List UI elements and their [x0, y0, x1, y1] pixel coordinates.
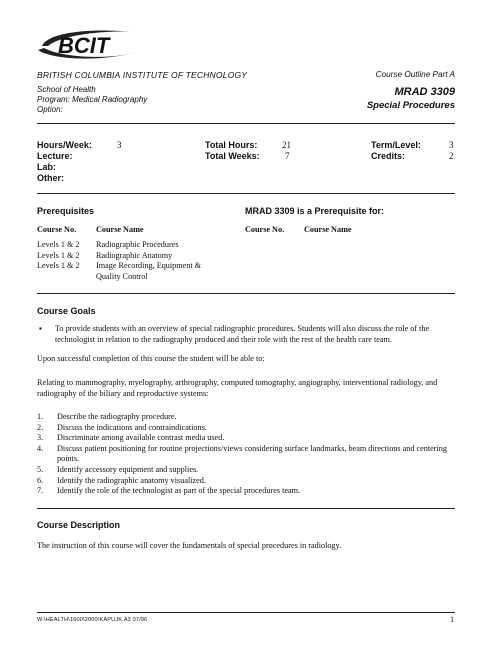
course-no-cell: Levels 1 & 2 — [37, 261, 80, 270]
total-hours-value: 21 — [282, 140, 291, 150]
table-row — [37, 261, 237, 272]
goal-bullet-block — [37, 324, 455, 345]
total-weeks-value: 7 — [285, 151, 290, 161]
prerequisite-for-heading: MRAD 3309 is a Prerequisite for: — [245, 206, 385, 216]
course-name-cell: Radiographic Anatomy — [96, 250, 173, 260]
school-name: School of Health — [37, 85, 96, 94]
list-item: 1. Describe the radiography procedure. — [37, 412, 177, 421]
lecture-label: Lecture: — [37, 151, 73, 161]
hours-right — [371, 140, 421, 162]
bullet-icon: ▪ — [39, 324, 42, 333]
divider — [37, 293, 455, 294]
table-row — [37, 251, 237, 262]
list-item: 3. Discriminate among available contrast media used. — [37, 433, 225, 443]
bcit-logo — [32, 26, 140, 66]
lab-label: Lab: — [37, 162, 56, 172]
prerequisites-table — [37, 240, 237, 282]
course-no-cell: Levels 1 & 2 — [37, 250, 80, 260]
divider — [37, 612, 455, 613]
list-item: 7. Identify the role of the technologist as part of the special procedures team. — [37, 486, 301, 496]
course-code: MRAD 3309 — [394, 86, 455, 98]
outcomes-list — [37, 412, 455, 497]
hours-week-value: 3 — [117, 140, 122, 150]
page-number: 1 — [450, 615, 455, 624]
list-item: 5. Identify accessory equipment and supplies. — [37, 464, 199, 474]
prereq-for-course-no-header: Course No. — [245, 225, 285, 234]
prereq-course-no-header: Course No. — [37, 225, 77, 234]
hours-middle — [205, 140, 260, 162]
credits-value: 2 — [449, 151, 454, 161]
goal-bullet-text: To provide students with an overview of special radiographic procedures. Students will also discuss the role of the technologist in relation to the radiography produced and their role with the rest of the health care team. — [55, 324, 430, 344]
hours-left — [37, 140, 92, 184]
hours-right-values — [449, 140, 454, 162]
course-name-cell: Image Recording, Equipment & — [96, 261, 202, 270]
logo-text: BCIT — [58, 33, 110, 58]
divider — [37, 508, 455, 509]
program-name: Program: Medical Radiography — [37, 95, 148, 104]
prereq-for-course-name-header: Course Name — [304, 225, 352, 234]
course-goals-heading: Course Goals — [37, 306, 96, 316]
course-description-heading: Course Description — [37, 520, 121, 530]
list-item: 2. Discuss the indications and contraindications. — [37, 422, 207, 432]
course-name-continued: Quality Control — [96, 271, 148, 281]
term-level-value: 3 — [449, 140, 454, 150]
prerequisites-heading: Prerequisites — [37, 206, 95, 216]
outline-label: Course Outline Part A — [375, 70, 455, 79]
course-no-cell: Levels 1 & 2 — [37, 240, 80, 249]
option-label: Option: — [37, 105, 63, 114]
outcomes-intro: Upon successful completion of this course the student will be able to: — [37, 354, 265, 363]
term-level-label: Term/Level: — [371, 140, 421, 150]
other-label: Other: — [37, 173, 64, 183]
table-row — [37, 240, 237, 251]
course-description-text: The instruction of this course will cover the fundamentals of special procedures in radiology. — [37, 541, 342, 550]
divider — [37, 123, 455, 124]
relating-text: Relating to mammography, myelography, arthrography, computed tomography, angiography, interventional radiology, and radiography of the biliary and reproductive systems: — [37, 378, 438, 398]
institution-name: BRITISH COLUMBIA INSTITUTE OF TECHNOLOGY — [37, 70, 248, 80]
total-weeks-label: Total Weeks: — [205, 151, 260, 161]
prereq-course-name-header: Course Name — [96, 225, 144, 234]
hours-week-label: Hours/Week: — [37, 140, 92, 150]
hours-middle-values — [282, 140, 291, 162]
course-title: Special Procedures — [366, 100, 455, 111]
course-name-cell: Radiographic Procedures — [96, 240, 179, 249]
list-item: 4. Discuss patient positioning for routine projections/views considering surface landmarks, beam directions and centering points. — [37, 443, 447, 464]
total-hours-label: Total Hours: — [205, 140, 258, 150]
credits-label: Credits: — [371, 151, 406, 161]
divider — [37, 193, 455, 194]
list-item: 6. Identify the radiographic anatomy visualized. — [37, 475, 206, 485]
footer-file-path: W:\HEALTH\1600\2000\KAPUJK.A3 07/96 — [37, 617, 148, 623]
school-block — [37, 85, 147, 115]
